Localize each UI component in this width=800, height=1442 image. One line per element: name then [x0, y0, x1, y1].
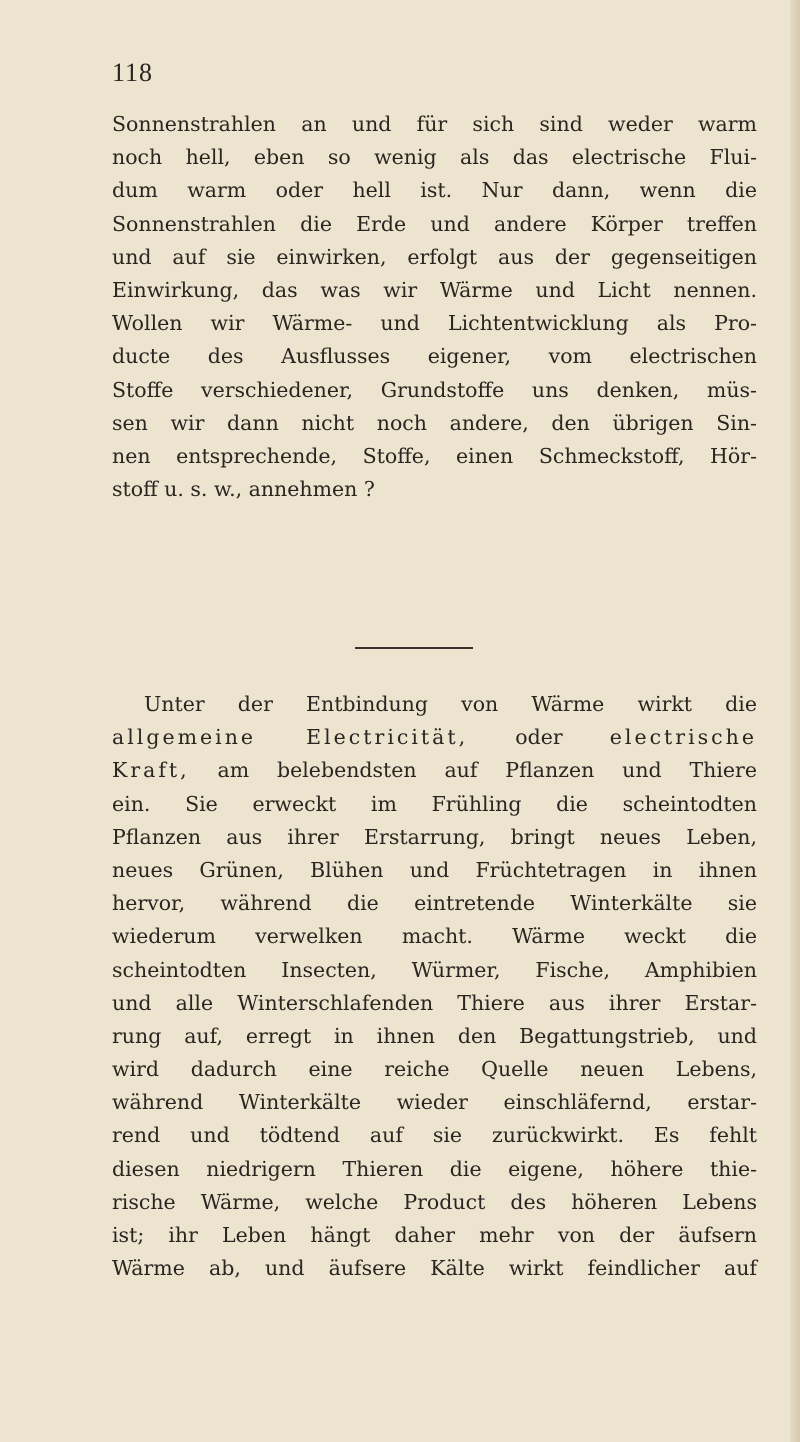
emphasis-term: Kraft, — [112, 758, 190, 783]
paragraph-line: ein. Sie erweckt im Frühling die scheintodten — [112, 791, 757, 816]
paragraph-line: scheintodten Insecten, Würmer, Fische, Amphibien — [112, 957, 757, 982]
paragraph-line: noch hell, eben so wenig als das electrische Flui- — [112, 145, 757, 170]
paragraph-line: Unter der Entbindung von Wärme wirkt die — [144, 692, 757, 716]
paragraph-line: wird dadurch eine reiche Quelle neuen Lebens, — [112, 1057, 757, 1082]
paragraph-line — [112, 754, 757, 787]
line-fragment: oder — [468, 725, 610, 750]
emphasis-term: allgemeine Electricität, — [112, 725, 469, 750]
paragraph-line: rend und tödtend auf sie zurückwirkt. Es fehlt — [112, 1123, 757, 1148]
paragraph-line: sen wir dann nicht noch andere, den übrigen Sin- — [112, 410, 757, 435]
page-number: 118 — [112, 58, 154, 87]
paragraph-line: rung auf, erregt in ihnen den Begattungstrieb, und — [112, 1023, 757, 1048]
paragraph-line: stoff u. s. w., annehmen ? — [112, 477, 375, 502]
paragraph-line: Wärme ab, und äufsere Kälte wirkt feindlicher auf — [112, 1256, 757, 1281]
paragraph-line: hervor, während die eintretende Winterkälte sie — [112, 891, 757, 916]
line-fragment: am belebendsten auf Pflanzen und Thiere — [189, 758, 757, 783]
paragraph-line: Sonnenstrahlen die Erde und andere Körper treffen — [112, 211, 757, 236]
paragraph-line: nen entsprechende, Stoffe, einen Schmeckstoff, Hör- — [112, 443, 757, 468]
paragraph-line — [112, 721, 757, 754]
emphasis-term: electrische — [609, 725, 757, 750]
paragraph-line: neues Grünen, Blühen und Früchtetragen in ihnen — [112, 857, 757, 882]
paragraph-line: Stoffe verschiedener, Grundstoffe uns denken, müs- — [112, 377, 757, 402]
paragraph-line: rische Wärme, welche Product des höheren Lebens — [112, 1189, 757, 1214]
paragraph-line: ducte des Ausflusses eigener, vom electrischen — [112, 344, 757, 369]
page-edge — [790, 0, 800, 1442]
paragraph-line: Wollen wir Wärme- und Lichtentwicklung als Pro- — [112, 311, 757, 336]
paragraph-line: und auf sie einwirken, erfolgt aus der gegenseitigen — [112, 244, 757, 269]
paragraph-line: dum warm oder hell ist. Nur dann, wenn die — [112, 178, 757, 203]
paragraph-line: und alle Winterschlafenden Thiere aus ihrer Erstar- — [112, 990, 757, 1015]
paragraph-2 — [112, 688, 757, 1285]
paragraph-line: wiederum verwelken macht. Wärme weckt die — [112, 924, 757, 949]
section-separator — [355, 647, 473, 649]
paragraph-line: Pflanzen aus ihrer Erstarrung, bringt neues Leben, — [112, 824, 757, 849]
paragraph-1 — [112, 108, 757, 506]
paragraph-line: während Winterkälte wieder einschläfernd, erstar- — [112, 1090, 757, 1115]
paragraph-line: Einwirkung, das was wir Wärme und Licht nennen. — [112, 277, 757, 302]
paragraph-line: diesen niedrigern Thieren die eigene, höhere thie- — [112, 1156, 757, 1181]
paragraph-line: ist; ihr Leben hängt daher mehr von der äufsern — [112, 1223, 757, 1247]
paragraph-line: Sonnenstrahlen an und für sich sind weder warm — [112, 112, 757, 136]
